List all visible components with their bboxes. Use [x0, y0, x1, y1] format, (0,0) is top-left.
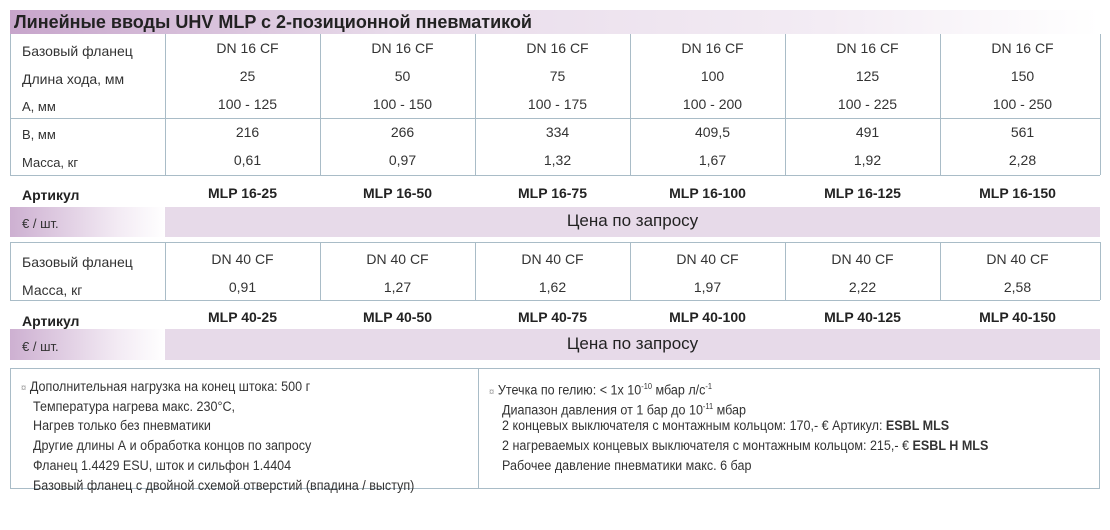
note-right-2 — [502, 416, 949, 436]
table-cell: 1,97 — [693, 279, 722, 295]
table-cell: 25 — [239, 68, 256, 84]
table-cell: 266 — [390, 124, 415, 140]
column-divider — [320, 242, 321, 300]
column-divider — [10, 34, 11, 175]
notes-box — [10, 368, 1100, 493]
column-divider — [475, 242, 476, 300]
column-divider — [1100, 242, 1101, 300]
notes-divider — [478, 369, 479, 488]
article-code: MLP 16-50 — [363, 185, 432, 201]
switch1-text: 2 концевых выключателя с монтажным кольцом: 170,- € Артикул: — [502, 418, 886, 434]
row-divider — [10, 300, 1100, 301]
table-cell: 216 — [235, 124, 260, 140]
article-label: Артикул — [22, 313, 80, 329]
table-cell: 1,67 — [698, 152, 727, 168]
note-right-4 — [502, 456, 751, 476]
table-cell: 334 — [545, 124, 570, 140]
table-cell: 100 - 150 — [372, 96, 433, 112]
article-code: MLP 16-100 — [669, 185, 746, 201]
table-cell: DN 40 CF — [521, 251, 584, 267]
column-divider — [165, 34, 166, 175]
note-left-0 — [21, 377, 310, 399]
table-cell: 0,61 — [233, 152, 262, 168]
column-divider — [10, 242, 11, 300]
helium-text: Утечка по гелию: < 1x 10 — [497, 382, 642, 398]
table-cell: 1,92 — [853, 152, 882, 168]
table-cell: 491 — [855, 124, 880, 140]
switch2-code: ESBL H MLS — [912, 438, 989, 454]
note-text: Базовый фланец с двойной схемой отверстий (впадина / выступ) — [33, 477, 415, 493]
table-cell: DN 16 CF — [991, 40, 1054, 56]
note-left-2 — [33, 416, 211, 436]
price-label: € / шт. — [10, 207, 165, 237]
column-divider — [630, 242, 631, 300]
note-text: Другие длины А и обработка концов по запросу — [33, 438, 312, 454]
table-cell: 0,97 — [388, 152, 417, 168]
range-text: Диапазон давления от 1 бар до 10 — [502, 402, 703, 418]
article-label: Артикул — [22, 187, 80, 203]
table-cell: DN 40 CF — [366, 251, 429, 267]
table-cell: 100 - 125 — [217, 96, 278, 112]
article-code: MLP 16-150 — [979, 185, 1056, 201]
note-text: Нагрев только без пневматики — [33, 418, 211, 434]
switch1-code: ESBL MLS — [885, 418, 950, 434]
article-code: MLP 40-125 — [824, 309, 901, 325]
table-cell: DN 16 CF — [526, 40, 589, 56]
note-left-1 — [33, 397, 235, 417]
note-text: Фланец 1.4429 ESU, шток и сильфон 1.4404 — [33, 457, 292, 473]
price-value: Цена по запросу — [165, 207, 1100, 237]
table-cell: 2,58 — [1003, 279, 1032, 295]
article-code: MLP 16-125 — [824, 185, 901, 201]
bullet-icon: ¤ — [489, 386, 495, 398]
table-cell: DN 40 CF — [211, 251, 274, 267]
table-cell: 561 — [1010, 124, 1035, 140]
bullet-icon: ¤ — [21, 383, 27, 394]
column-divider — [940, 34, 941, 175]
table-cell: 100 - 200 — [682, 96, 743, 112]
table-cell: DN 16 CF — [371, 40, 434, 56]
range-unit: мбар — [713, 402, 746, 418]
column-divider — [630, 34, 631, 175]
note-text: Дополнительная нагрузка на конец штока: 500 г — [29, 379, 311, 394]
table-cell: 0,91 — [228, 279, 257, 295]
article-code: MLP 40-25 — [208, 309, 277, 325]
table-cell: 100 — [700, 68, 725, 84]
table-cell: 75 — [549, 68, 566, 84]
table-cell: 2,28 — [1008, 152, 1037, 168]
article-code: MLP 40-75 — [518, 309, 587, 325]
row-label: Масса, кг — [22, 155, 79, 170]
table-cell: 2,22 — [848, 279, 877, 295]
row-label: Базовый фланец — [22, 43, 133, 59]
table-cell: DN 16 CF — [836, 40, 899, 56]
table-cell: DN 16 CF — [216, 40, 279, 56]
row-divider — [10, 118, 1100, 119]
note-right-3 — [502, 436, 988, 456]
page-title: Линейные вводы UHV MLP с 2-позиционной пневматикой — [10, 10, 1100, 34]
column-divider — [475, 34, 476, 175]
table-cell: 150 — [1010, 68, 1035, 84]
table-cell: 100 - 250 — [992, 96, 1053, 112]
table-cell: 100 - 225 — [837, 96, 898, 112]
row-label: Масса, кг — [22, 282, 83, 298]
helium-unit: мбар л/с — [651, 382, 706, 398]
table-cell: DN 40 CF — [986, 251, 1049, 267]
column-divider — [165, 242, 166, 300]
article-code: MLP 40-150 — [979, 309, 1056, 325]
table-cell: 100 - 175 — [527, 96, 588, 112]
row-label: В, мм — [22, 127, 56, 142]
switch2-text: 2 нагреваемых концевых выключателя с монтажным кольцом: 215,- € — [502, 438, 913, 454]
article-code: MLP 40-50 — [363, 309, 432, 325]
table-cell: DN 40 CF — [676, 251, 739, 267]
table-cell: 125 — [855, 68, 880, 84]
pressure-text: Рабочее давление пневматики макс. 6 бар — [502, 457, 752, 473]
note-left-4 — [33, 456, 291, 476]
note-left-5 — [33, 476, 414, 496]
table-cell: 1,32 — [543, 152, 572, 168]
helium-unit-exp: -1 — [705, 382, 713, 391]
table-cell: 1,27 — [383, 279, 412, 295]
row-divider — [10, 242, 1100, 243]
price-label: € / шт. — [10, 329, 165, 360]
note-left-3 — [33, 436, 311, 456]
helium-exp: -10 — [641, 382, 652, 391]
table-cell: DN 40 CF — [831, 251, 894, 267]
row-label: Длина хода, мм — [22, 71, 125, 87]
column-divider — [320, 34, 321, 175]
note-text: Температура нагрева макс. 230°C, — [33, 398, 236, 414]
table-cell: 409,5 — [694, 124, 731, 140]
table-cell: 50 — [394, 68, 411, 84]
table-cell: 1,62 — [538, 279, 567, 295]
column-divider — [1100, 34, 1101, 175]
table-cell: DN 16 CF — [681, 40, 744, 56]
article-code: MLP 16-75 — [518, 185, 587, 201]
column-divider — [785, 34, 786, 175]
column-divider — [785, 242, 786, 300]
row-label: Базовый фланец — [22, 254, 133, 270]
row-divider — [10, 175, 1100, 176]
column-divider — [940, 242, 941, 300]
article-code: MLP 40-100 — [669, 309, 746, 325]
row-label: А, мм — [22, 99, 56, 114]
article-code: MLP 16-25 — [208, 185, 277, 201]
price-value: Цена по запросу — [165, 329, 1100, 360]
range-exp: -11 — [702, 401, 714, 411]
